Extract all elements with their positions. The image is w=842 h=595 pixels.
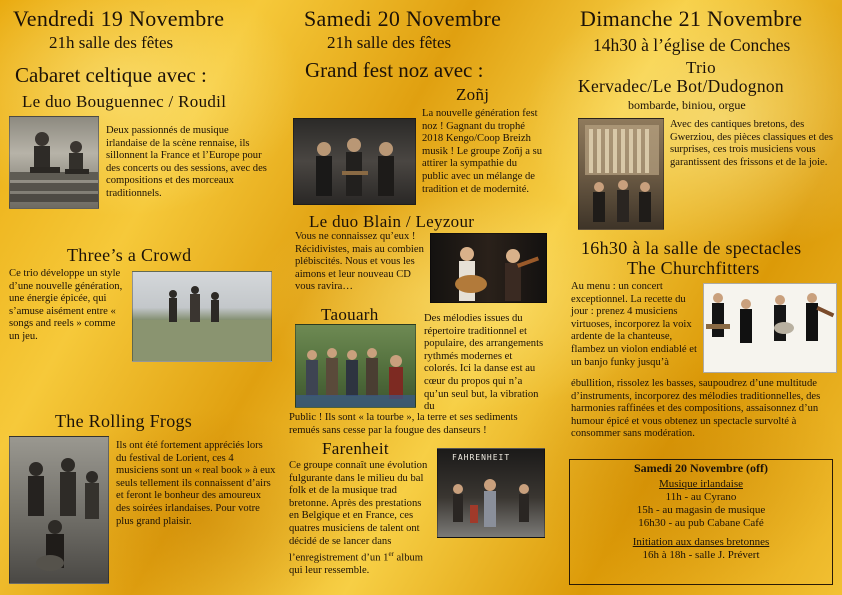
col3-act2-text-side: Au menu : un concert exceptionnel. La recette du jour : prenez 4 musiciens virtuoses, incorporez la voix ardente de la chanteuse, flambez un violon endiablé et un banjo funky jusqu’à xyxy=(571,281,697,368)
farenheit-photo xyxy=(437,448,545,538)
col1-day-heading: Vendredi 19 Novembre xyxy=(13,6,225,31)
col2-act1-text: La nouvelle génération fest noz ! Gagnant du trophé 2018 Kengo/Coop Breizh musik ! Le groupe Zoñj a su attirer la sympathie du public avec un mélange de tradition et de modernité. xyxy=(422,108,543,195)
threes-a-crowd-photo xyxy=(132,271,272,362)
kervadec-trio-photo xyxy=(578,118,664,230)
rolling-frogs-photo xyxy=(9,436,109,584)
col3-act1-trio: Trio xyxy=(686,58,716,77)
off-line-3: 16h30 - au pub Cabane Café xyxy=(638,517,764,529)
off-schedule-box xyxy=(569,459,833,585)
col2-act4-text-end: album qui leur ressemble. xyxy=(289,552,424,577)
farenheit-banner-text: FAHRENHEIT xyxy=(452,453,511,462)
col1-act3-text: Ils ont été fortement appréciés lors du festival de Lorient, ces 4 musiciens sont un « real book » à eux seuls tellement ils connaissent d’airs et feront le bonheur des amoureux des soirées irlandaises. Pour votre plus grand plaisir. xyxy=(116,440,276,527)
col3-act1-name: Kervadec/Le Bot/Dudognon xyxy=(578,76,784,96)
col1-act2-name: Three’s a Crowd xyxy=(67,245,192,265)
col2-act4-name: Farenheit xyxy=(322,439,389,458)
col1-venue: 21h salle des fêtes xyxy=(49,33,174,52)
col3-act2-time-venue: 16h30 à la salle de spectacles xyxy=(581,238,802,258)
zonj-photo xyxy=(293,118,416,205)
taouarh-photo xyxy=(295,324,416,408)
off-title: Samedi 20 Novembre (off) xyxy=(633,461,769,475)
col1-act2-text: Ce trio développe un style d’une nouvelle génération, une énergie épicée, qui s’amuse aisément entre « songs and reels » comme un jeu. xyxy=(9,268,123,342)
col3-day-heading: Dimanche 21 Novembre xyxy=(580,6,803,31)
blain-leyzour-photo xyxy=(430,233,547,303)
col2-day-heading: Samedi 20 Novembre xyxy=(304,6,502,31)
col2-act2-name: Le duo Blain / Leyzour xyxy=(309,212,475,231)
col3-act2-name: The Churchfitters xyxy=(627,258,760,278)
off-line-1: 11h - au Cyrano xyxy=(665,491,737,503)
off-line-2: 15h - au magasin de musique xyxy=(636,504,766,516)
churchfitters-photo xyxy=(703,283,837,373)
col1-act1-text: Deux passionnés de musique irlandaise de la scène rennaise, ils sillonnent la France et l’Europe pour des concerts ou des sessions, avec des compositions et des morceaux traditionnels. xyxy=(106,125,267,199)
off-section2-title: Initiation aux danses bretonnes xyxy=(632,536,770,548)
duo-bouguennec-photo xyxy=(9,116,99,209)
col2-act3-name: Taouarh xyxy=(321,305,379,324)
col1-act1-name: Le duo Bouguennec / Roudil xyxy=(22,92,227,111)
col2-show-title: Grand fest noz avec : xyxy=(305,58,484,82)
col2-act4-text-main: Ce groupe connaît une évolution fulgurante dans le milieu du bal folk et de la musique trad bretonne. Après des prestations en Belgique et en France, ces quatres musiciens de talent ont décidé de se lancer dans l’enregistrement d’un 1 xyxy=(289,460,428,564)
col3-act2-text-full: ébullition, rissolez les basses, saupoudrez d’une multitude d’instruments, incorporez des mélodies traditionnelles, des harmonies raffinées et des compositions, assaisonnez d’un humour épicé et vous obtenez un spectacle survolté à consommer sans modération. xyxy=(571,378,821,440)
col3-act1-instruments: bombarde, biniou, orgue xyxy=(628,98,746,112)
col2-venue: 21h salle des fêtes xyxy=(327,33,452,52)
col1-show-title: Cabaret celtique avec : xyxy=(15,63,207,87)
off-section2-line: 16h à 18h - salle J. Prévert xyxy=(642,549,760,561)
col2-act4-text-sup: er xyxy=(388,550,394,559)
off-section1-title: Musique irlandaise xyxy=(658,478,743,490)
col2-act3-text-side: Des mélodies issues du répertoire traditionnel et populaire, des arrangements rythmés modernes et colorés. Ici la danse est au cœur du propos qui n’a qu’un seul but, la vibration du xyxy=(424,313,544,413)
col2-act1-name: Zoñj xyxy=(456,85,490,104)
col3-act1-text: Avec des cantiques bretons, des Gwerziou, des pièces classiques et des surprises, ces trois musiciens vous garantissent des frissons et de la joie. xyxy=(670,119,833,168)
col2-act2-text: Vous ne connaissez qu’eux ! Récidivistes, mais au combien plébiscités. Nous et vous les aimons et leur nouveau CD vous ravira… xyxy=(295,231,424,293)
col1-act3-name: The Rolling Frogs xyxy=(55,411,193,431)
col3-venue: 14h30 à l’église de Conches xyxy=(593,35,791,55)
col2-act3-text-full: Public ! Ils sont « la tourbe », la terre et ses sediments remués sans cesse par la fougue des danseurs ! xyxy=(289,412,518,436)
col2-act4-text xyxy=(289,460,434,578)
